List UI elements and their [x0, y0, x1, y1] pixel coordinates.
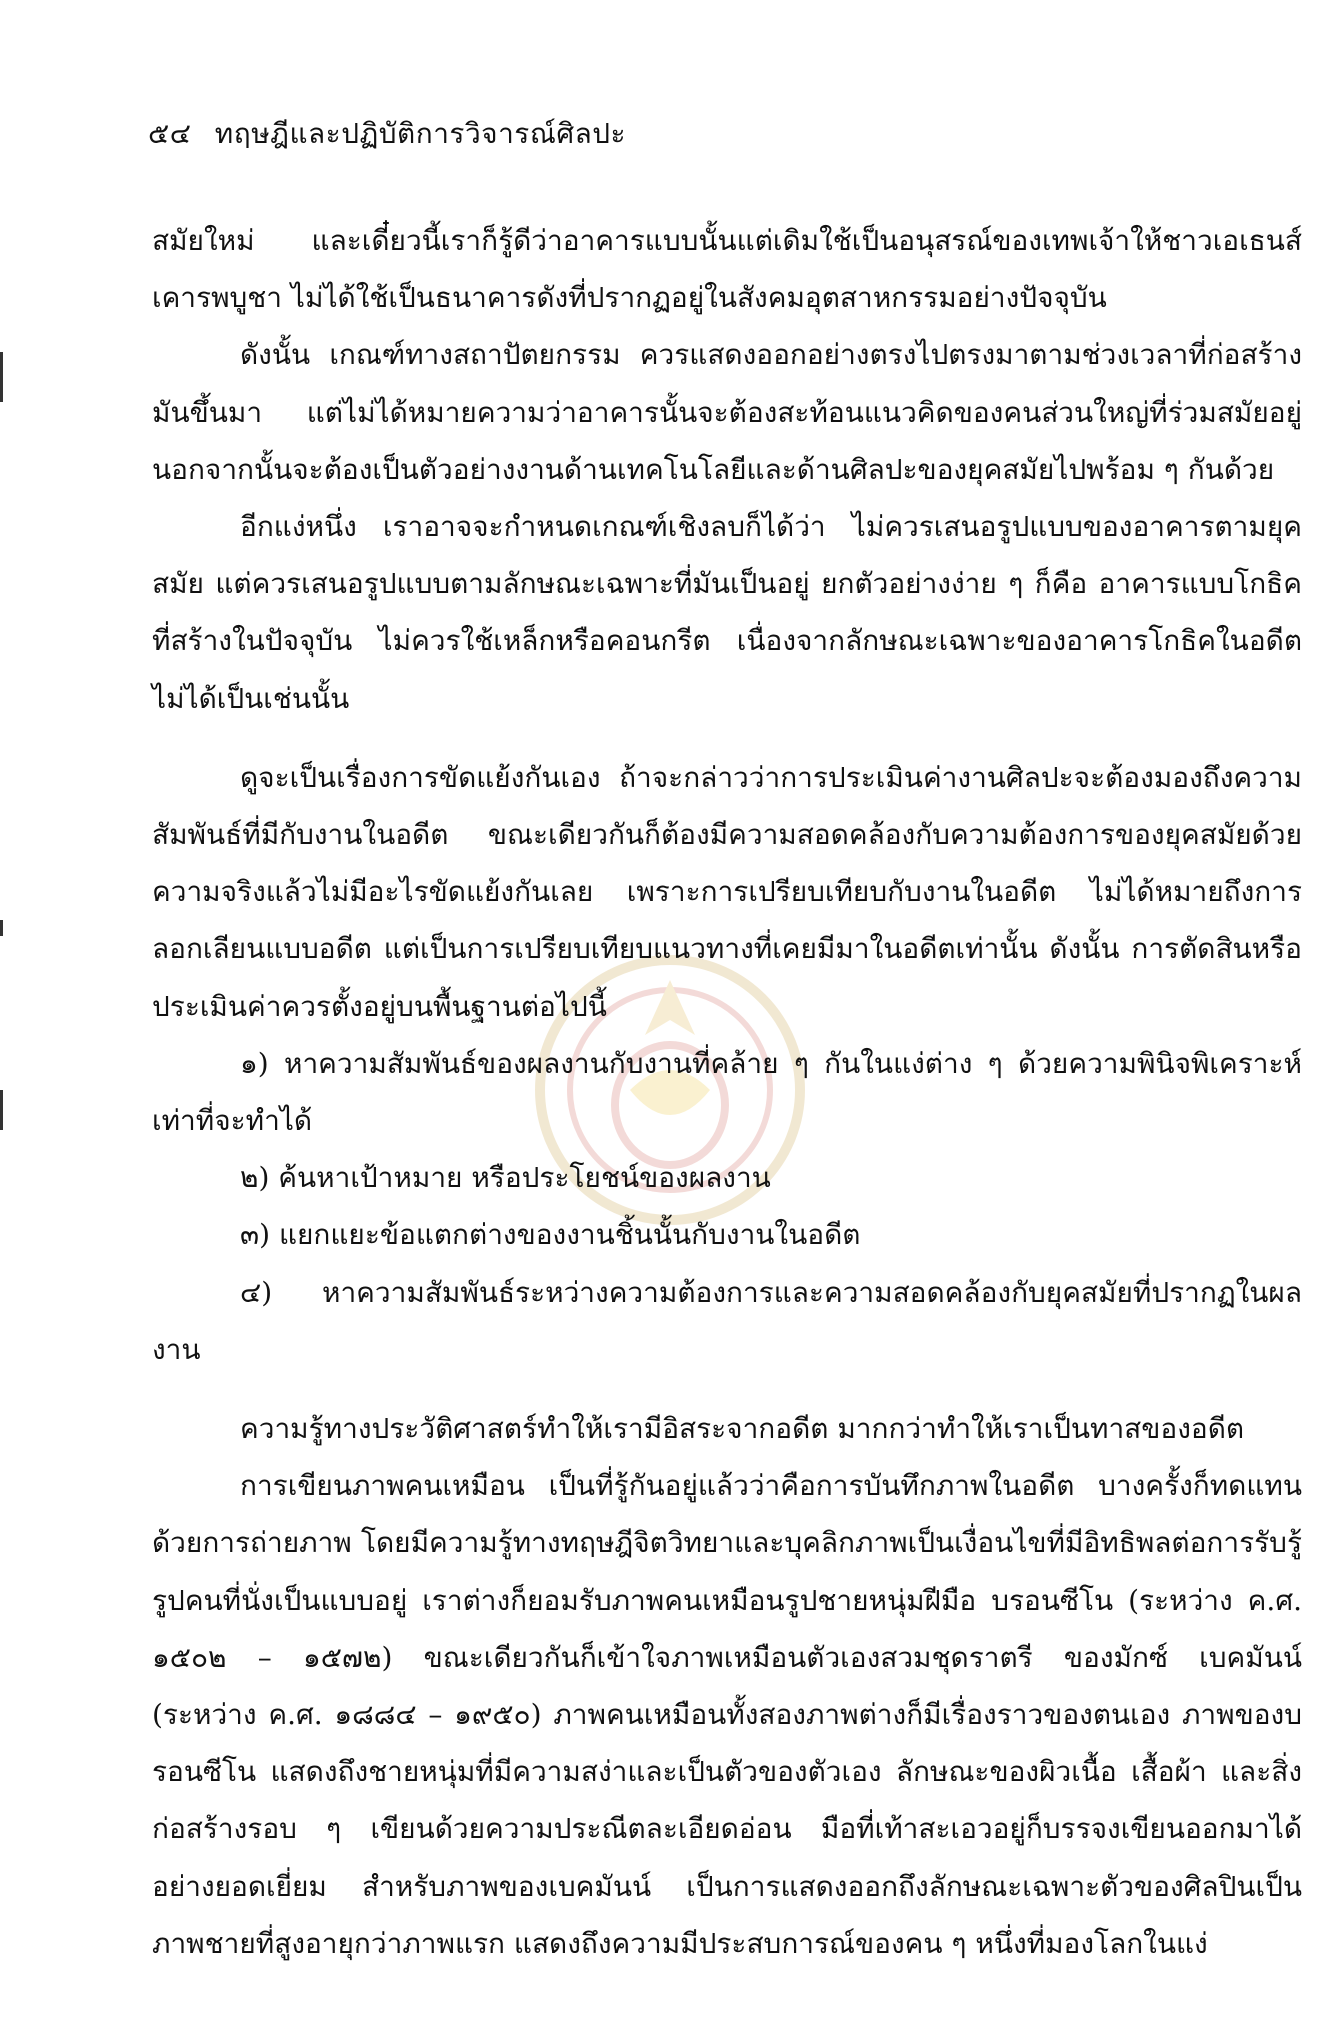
paragraph: สมัยใหม่ และเดี๋ยวนี้เราก็รู้ดีว่าอาคารแบบนั้นแต่เดิมใช้เป็นอนุสรณ์ของเทพเจ้าให้ชาวเอเธนส์เคารพบูชา ไม่ได้ใช้เป็นธนาคารดังที่ปรากฏอยู่ในสังคมอุตสาหกรรมอย่างปัจจุบัน — [152, 224, 1302, 315]
page-number: ๕๔ — [148, 117, 192, 150]
scan-edge-mark — [0, 352, 3, 402]
scan-edge-mark — [0, 1090, 3, 1130]
list-item: ๑) หาความสัมพันธ์ของผลงานกับงานที่คล้าย ๆ กันในแง่ต่าง ๆ ด้วยความพินิจพิเคราะห์เท่าที่จะทำได้ — [152, 1046, 1302, 1138]
list-item: ๔) หาความสัมพันธ์ระหว่างความต้องการและความสอดคล้องกับยุคสมัยที่ปรากฏในผลงาน — [152, 1275, 1302, 1366]
paragraph: ความรู้ทางประวัติศาสตร์ทำให้เรามีอิสระจากอดีต มากกว่าทำให้เราเป็นทาสของอดีต — [240, 1412, 1245, 1446]
body-text — [152, 212, 1302, 1972]
paragraph: การเขียนภาพคนเหมือน เป็นที่รู้กันอยู่แล้วว่าคือการบันทึกภาพในอดีต บางครั้งก็ทดแทนด้วยการถ่ายภาพ โดยมีความรู้ทางทฤษฎีจิตวิทยาและบุคลิกภาพเป็นเงื่อนไขที่มีอิทธิพลต่อการรับรู้รูปคนที่นั่งเป็นแบบอยู่ เราต่างก็ยอมรับภาพคนเหมือนรูปชายหนุ่มฝีมือ บรอนซีโน (ระหว่าง ค.ศ. ๑๕๐๒ – ๑๕๗๒) ขณะเดียวกันก็เข้าใจภาพเหมือนตัวเองสวมชุดราตรี ของมักซ์ เบคมันน์ (ระหว่าง ค.ศ. ๑๘๘๔ – ๑๙๕๐) ภาพคนเหมือนทั้งสองภาพต่างก็มีเรื่องราวของตนเอง ภาพของบรอนซีโน แสดงถึงชายหนุ่มที่มีความสง่าและเป็นตัวของตัวเอง ลักษณะของผิวเนื้อ เสื้อผ้า และสิ่งก่อสร้างรอบ ๆ เขียนด้วยความประณีตละเอียดอ่อน มือที่เท้าสะเอวอยู่ก็บรรจงเขียนออกมาได้อย่างยอดเยี่ยม สำหรับภาพของเบคมันน์ เป็นการแสดงออกถึงลักษณะเฉพาะตัวของศิลปินเป็นภาพชายที่สูงอายุกว่าภาพแรก แสดงถึงความมีประสบการณ์ของคน ๆ หนึ่งที่มองโลกในแง่ — [152, 1469, 1302, 1960]
running-title: ทฤษฎีและปฏิบัติการวิจารณ์ศิลปะ — [214, 117, 627, 150]
scan-edge-mark — [0, 920, 3, 936]
paragraph: อีกแง่หนึ่ง เราอาจจะกำหนดเกณฑ์เชิงลบก็ได้ว่า ไม่ควรเสนอรูปแบบของอาคารตามยุคสมัย แต่ควรเสนอรูปแบบตามลักษณะเฉพาะที่มันเป็นอยู่ ยกตัวอย่างง่าย ๆ ก็คือ อาคารแบบโกธิคที่สร้างในปัจจุบัน ไม่ควรใช้เหล็กหรือคอนกรีต เนื่องจากลักษณะเฉพาะของอาคารโกธิคในอดีต ไม่ได้เป็นเช่นนั้น — [152, 510, 1302, 715]
paragraph: ดูจะเป็นเรื่องการขัดแย้งกันเอง ถ้าจะกล่าวว่าการประเมินค่างานศิลปะจะต้องมองถึงความสัมพันธ์ที่มีกับงานในอดีต ขณะเดียวกันก็ต้องมีความสอดคล้องกับความต้องการของยุคสมัยด้วย ความจริงแล้วไม่มีอะไรขัดแย้งกันเลย เพราะการเปรียบเทียบกับงานในอดีต ไม่ได้หมายถึงการลอกเลียนแบบอดีต แต่เป็นการเปรียบเทียบแนวทางที่เคยมีมาในอดีตเท่านั้น ดังนั้น การตัดสินหรือประเมินค่าควรตั้งอยู่บนพื้นฐานต่อไปนี้ — [152, 760, 1302, 1023]
list-item: ๓) แยกแยะข้อแตกต่างของงานชิ้นนั้นกับงานในอดีต — [240, 1218, 861, 1252]
page-header — [148, 112, 626, 156]
paragraph: ดังนั้น เกณฑ์ทางสถาปัตยกรรม ควรแสดงออกอย่างตรงไปตรงมาตามช่วงเวลาที่ก่อสร้างมันขึ้นมา แต่ไม่ได้หมายความว่าอาคารนั้นจะต้องสะท้อนแนวคิดของคนส่วนใหญ่ที่ร่วมสมัยอยู่นอกจากนั้นจะต้องเป็นตัวอย่างงานด้านเทคโนโลยีและด้านศิลปะของยุคสมัยไปพร้อม ๆ กันด้วย — [152, 338, 1302, 486]
list-item: ๒) ค้นหาเป้าหมาย หรือประโยชน์ของผลงาน — [240, 1161, 771, 1195]
